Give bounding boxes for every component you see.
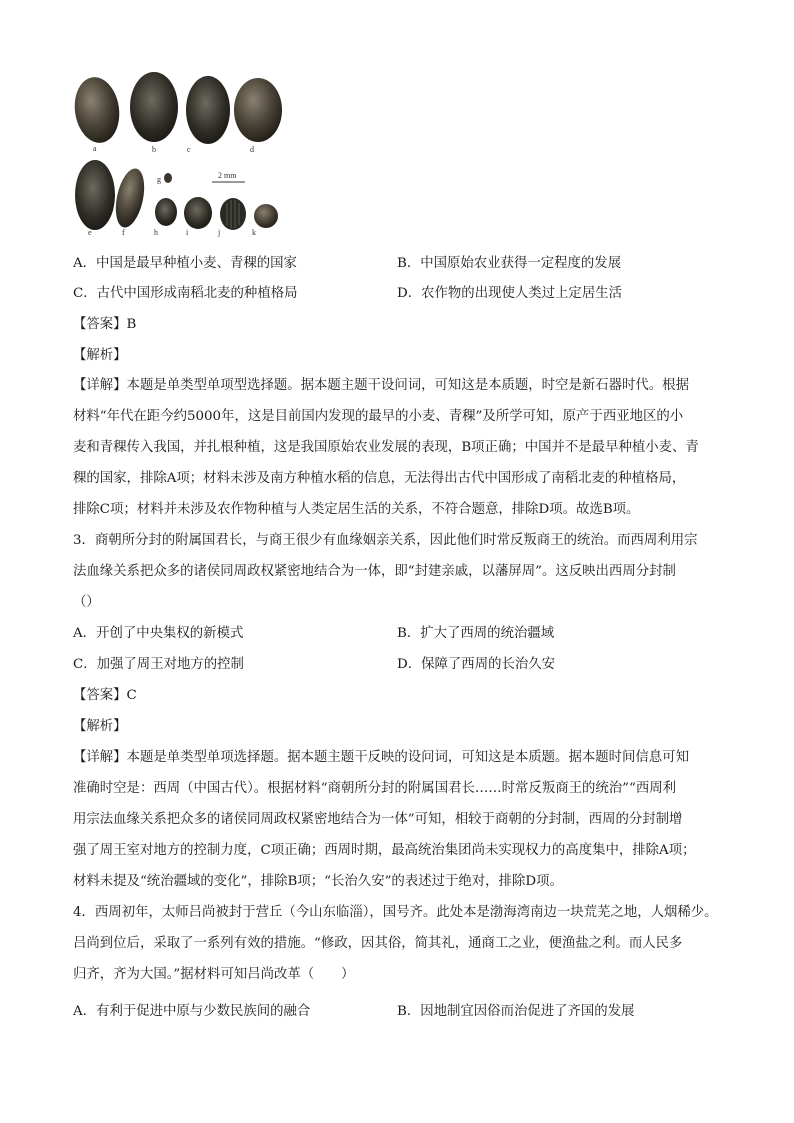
q2-option-c: C．古代中国形成南稻北麦的种植格局	[73, 286, 298, 301]
q4-stem-line: 4．西周初年，太师吕尚被封于营丘（今山东临淄），国号齐。此处本是渤海湾南边一块荒芜之地，人烟稀少。	[73, 905, 718, 920]
q3-stem-line: 法血缘关系把众多的诸侯同周政权紧密地结合为一体，即“封建亲戚，以藩屏周”。这反映出西周分封制	[73, 564, 676, 579]
grain-a	[71, 74, 124, 145]
q3-answer: 【答案】C	[73, 688, 137, 703]
q2-detail-line: 【详解】本题是单类型单项型选择题。据本题主题干设问词，可知这是本质题，时空是新石器时代。根据	[73, 378, 689, 393]
q3-detail-line: 强了周王室对地方的控制力度，C项正确；西周时期，最高统治集团尚未实现权力的高度集中，排除A项；	[73, 843, 696, 858]
grain-c	[186, 76, 230, 144]
grain-f	[111, 166, 149, 230]
grain-k	[254, 204, 278, 228]
q2-detail-line: 材料“年代在距今约5000年，这是目前国内发现的最早的小麦、青稞”及所学可知，原产于西亚地区的小	[73, 409, 684, 424]
grain-h	[155, 198, 177, 226]
q3-detail-line: 用宗法血缘关系把众多的诸侯同周政权紧密地结合为一体”可知，相较于商朝的分封制，西周的分封制增	[73, 812, 683, 827]
q4-stem-line: 吕尚到位后，采取了一系列有效的措施。“修政，因其俗，简其礼，通商工之业，便渔盐之利。而人民多	[73, 936, 683, 951]
label-j: j	[218, 228, 221, 237]
q3-option-c: C．加强了周王对地方的控制	[73, 657, 244, 672]
label-e: e	[88, 228, 92, 237]
grain-photo-figure	[70, 70, 290, 242]
scale-label: 2 mm	[218, 171, 237, 180]
label-b: b	[152, 145, 156, 154]
q3-detail-line: 【详解】本题是单类型单项选择题。据本题主题干反映的设问词，可知这是本质题。据本题时间信息可知	[73, 750, 689, 765]
q2-option-d: D．农作物的出现使人类过上定居生活	[397, 286, 622, 301]
label-c: c	[187, 145, 191, 154]
q2-option-b: B．中国原始农业获得一定程度的发展	[397, 256, 622, 271]
label-f: f	[122, 228, 125, 237]
label-d: d	[250, 145, 254, 154]
q3-option-a: A．开创了中央集权的新模式	[73, 626, 244, 641]
q2-option-a: A．中国是最早种植小麦、青稞的国家	[73, 256, 297, 271]
q2-detail-line: 麦和青稞传入我国，并扎根种植，这是我国原始农业发展的表现，B项正确；中国并不是最早种植小麦、青	[73, 440, 699, 455]
q4-option-b: B．因地制宜因俗而治促进了齐国的发展	[397, 1004, 635, 1019]
q3-detail-line: 材料未提及“统治疆域的变化”，排除B项；“长治久安”的表述过于绝对，排除D项。	[73, 874, 563, 889]
q2-detail-line: 稞的国家，排除A项；材料未涉及南方种植水稻的信息，无法得出古代中国形成了南稻北麦的种植格局，	[73, 471, 686, 486]
label-k: k	[252, 228, 256, 237]
label-g: g	[157, 175, 161, 184]
grain-e	[75, 160, 115, 230]
q3-stem-line: 3．商朝所分封的附属国君长，与商王很少有血缘姻亲关系，因此他们时常反叛商王的统治。而西周利用宗	[73, 533, 698, 548]
q2-analysis-title: 【解析】	[73, 348, 127, 363]
q2-answer: 【答案】B	[73, 317, 137, 332]
label-i: i	[186, 228, 189, 237]
grain-d	[234, 78, 282, 142]
q3-option-b: B．扩大了西周的统治疆域	[397, 626, 555, 641]
q3-stem-line: （）	[73, 595, 100, 610]
q3-analysis-title: 【解析】	[73, 719, 127, 734]
q4-stem-line: 归齐，齐为大国。”据材料可知吕尚改革（ ）	[73, 967, 355, 982]
grain-j	[220, 198, 246, 230]
label-a: a	[93, 144, 97, 153]
q3-option-d: D．保障了西周的长治久安	[397, 657, 556, 672]
grain-i	[184, 197, 212, 229]
grain-g	[164, 173, 172, 183]
q2-detail-line: 排除C项；材料并未涉及农作物种植与人类定居生活的关系，不符合题意，排除D项。故选B项。	[73, 502, 640, 517]
label-h: h	[154, 228, 158, 237]
q4-option-a: A．有利于促进中原与少数民族间的融合	[73, 1004, 311, 1019]
q3-detail-line: 准确时空是：西周（中国古代）。根据材料“商朝所分封的附属国君长……时常反叛商王的统治”“西周利	[73, 781, 677, 796]
grain-b	[130, 72, 178, 142]
